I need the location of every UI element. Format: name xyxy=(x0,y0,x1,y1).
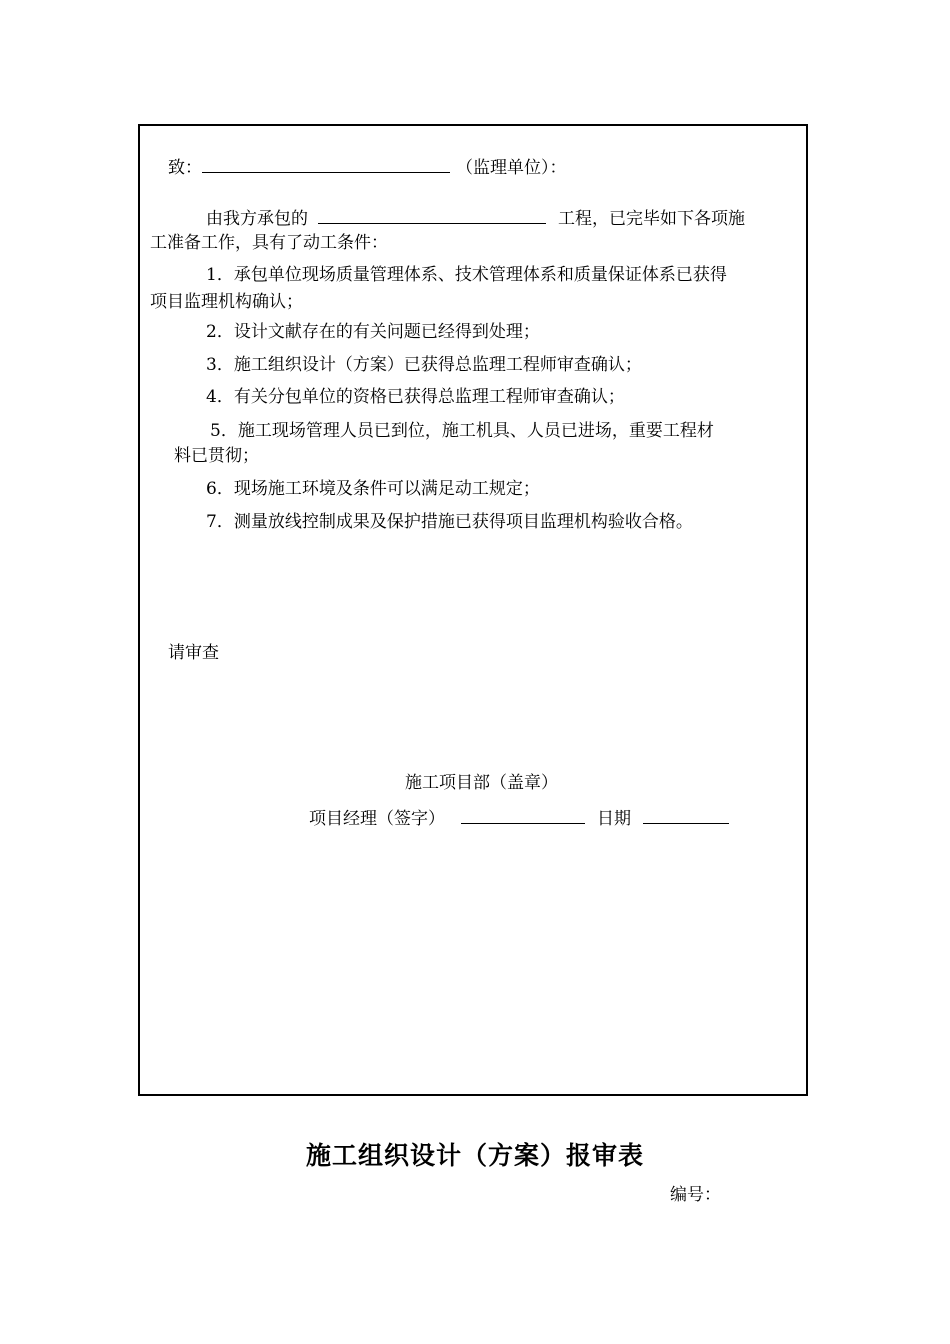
request-review-text: 请审查 xyxy=(168,643,219,663)
intro-suffix: 工程，已完毕如下各项施 xyxy=(558,209,745,229)
item-5-line-2: 料已贯彻； xyxy=(174,446,259,466)
manager-signature-blank[interactable] xyxy=(461,806,585,824)
date-blank[interactable] xyxy=(643,806,729,824)
project-name-blank[interactable] xyxy=(318,206,546,224)
intro-line-2: 工准备工作，具有了动工条件： xyxy=(150,233,388,253)
item-6: 6．现场施工环境及条件可以满足动工规定； xyxy=(206,479,540,499)
supervisor-unit-blank[interactable] xyxy=(202,155,450,173)
intro-prefix: 由我方承包的 xyxy=(206,209,308,229)
addressee-line xyxy=(168,155,567,179)
manager-signature-label: 项目经理（签字） xyxy=(309,809,445,829)
item-1-line-1: 1．承包单位现场质量管理体系、技术管理体系和质量保证体系已获得 xyxy=(206,265,727,285)
to-label: 致： xyxy=(168,158,202,178)
item-4: 4．有关分包单位的资格已获得总监理工程师审查确认； xyxy=(206,387,625,407)
item-2: 2．设计文献存在的有关问题已经得到处理； xyxy=(206,322,540,342)
form-title: 施工组织设计（方案）报审表 xyxy=(305,1141,644,1170)
signature-line xyxy=(309,806,729,830)
to-suffix: （监理单位）： xyxy=(456,158,567,178)
item-1-line-2: 项目监理机构确认； xyxy=(150,292,303,312)
serial-number-label: 编号： xyxy=(670,1185,721,1205)
item-7: 7．测量放线控制成果及保护措施已获得项目监理机构验收合格。 xyxy=(206,512,693,532)
department-stamp-label: 施工项目部（盖章） xyxy=(405,773,558,793)
item-5-line-1: 5．施工现场管理人员已到位，施工机具、人员已进场，重要工程材 xyxy=(210,421,714,441)
intro-line-1 xyxy=(206,206,745,230)
item-3: 3．施工组织设计（方案）已获得总监理工程师审查确认； xyxy=(206,355,642,375)
date-label: 日期 xyxy=(597,809,631,829)
